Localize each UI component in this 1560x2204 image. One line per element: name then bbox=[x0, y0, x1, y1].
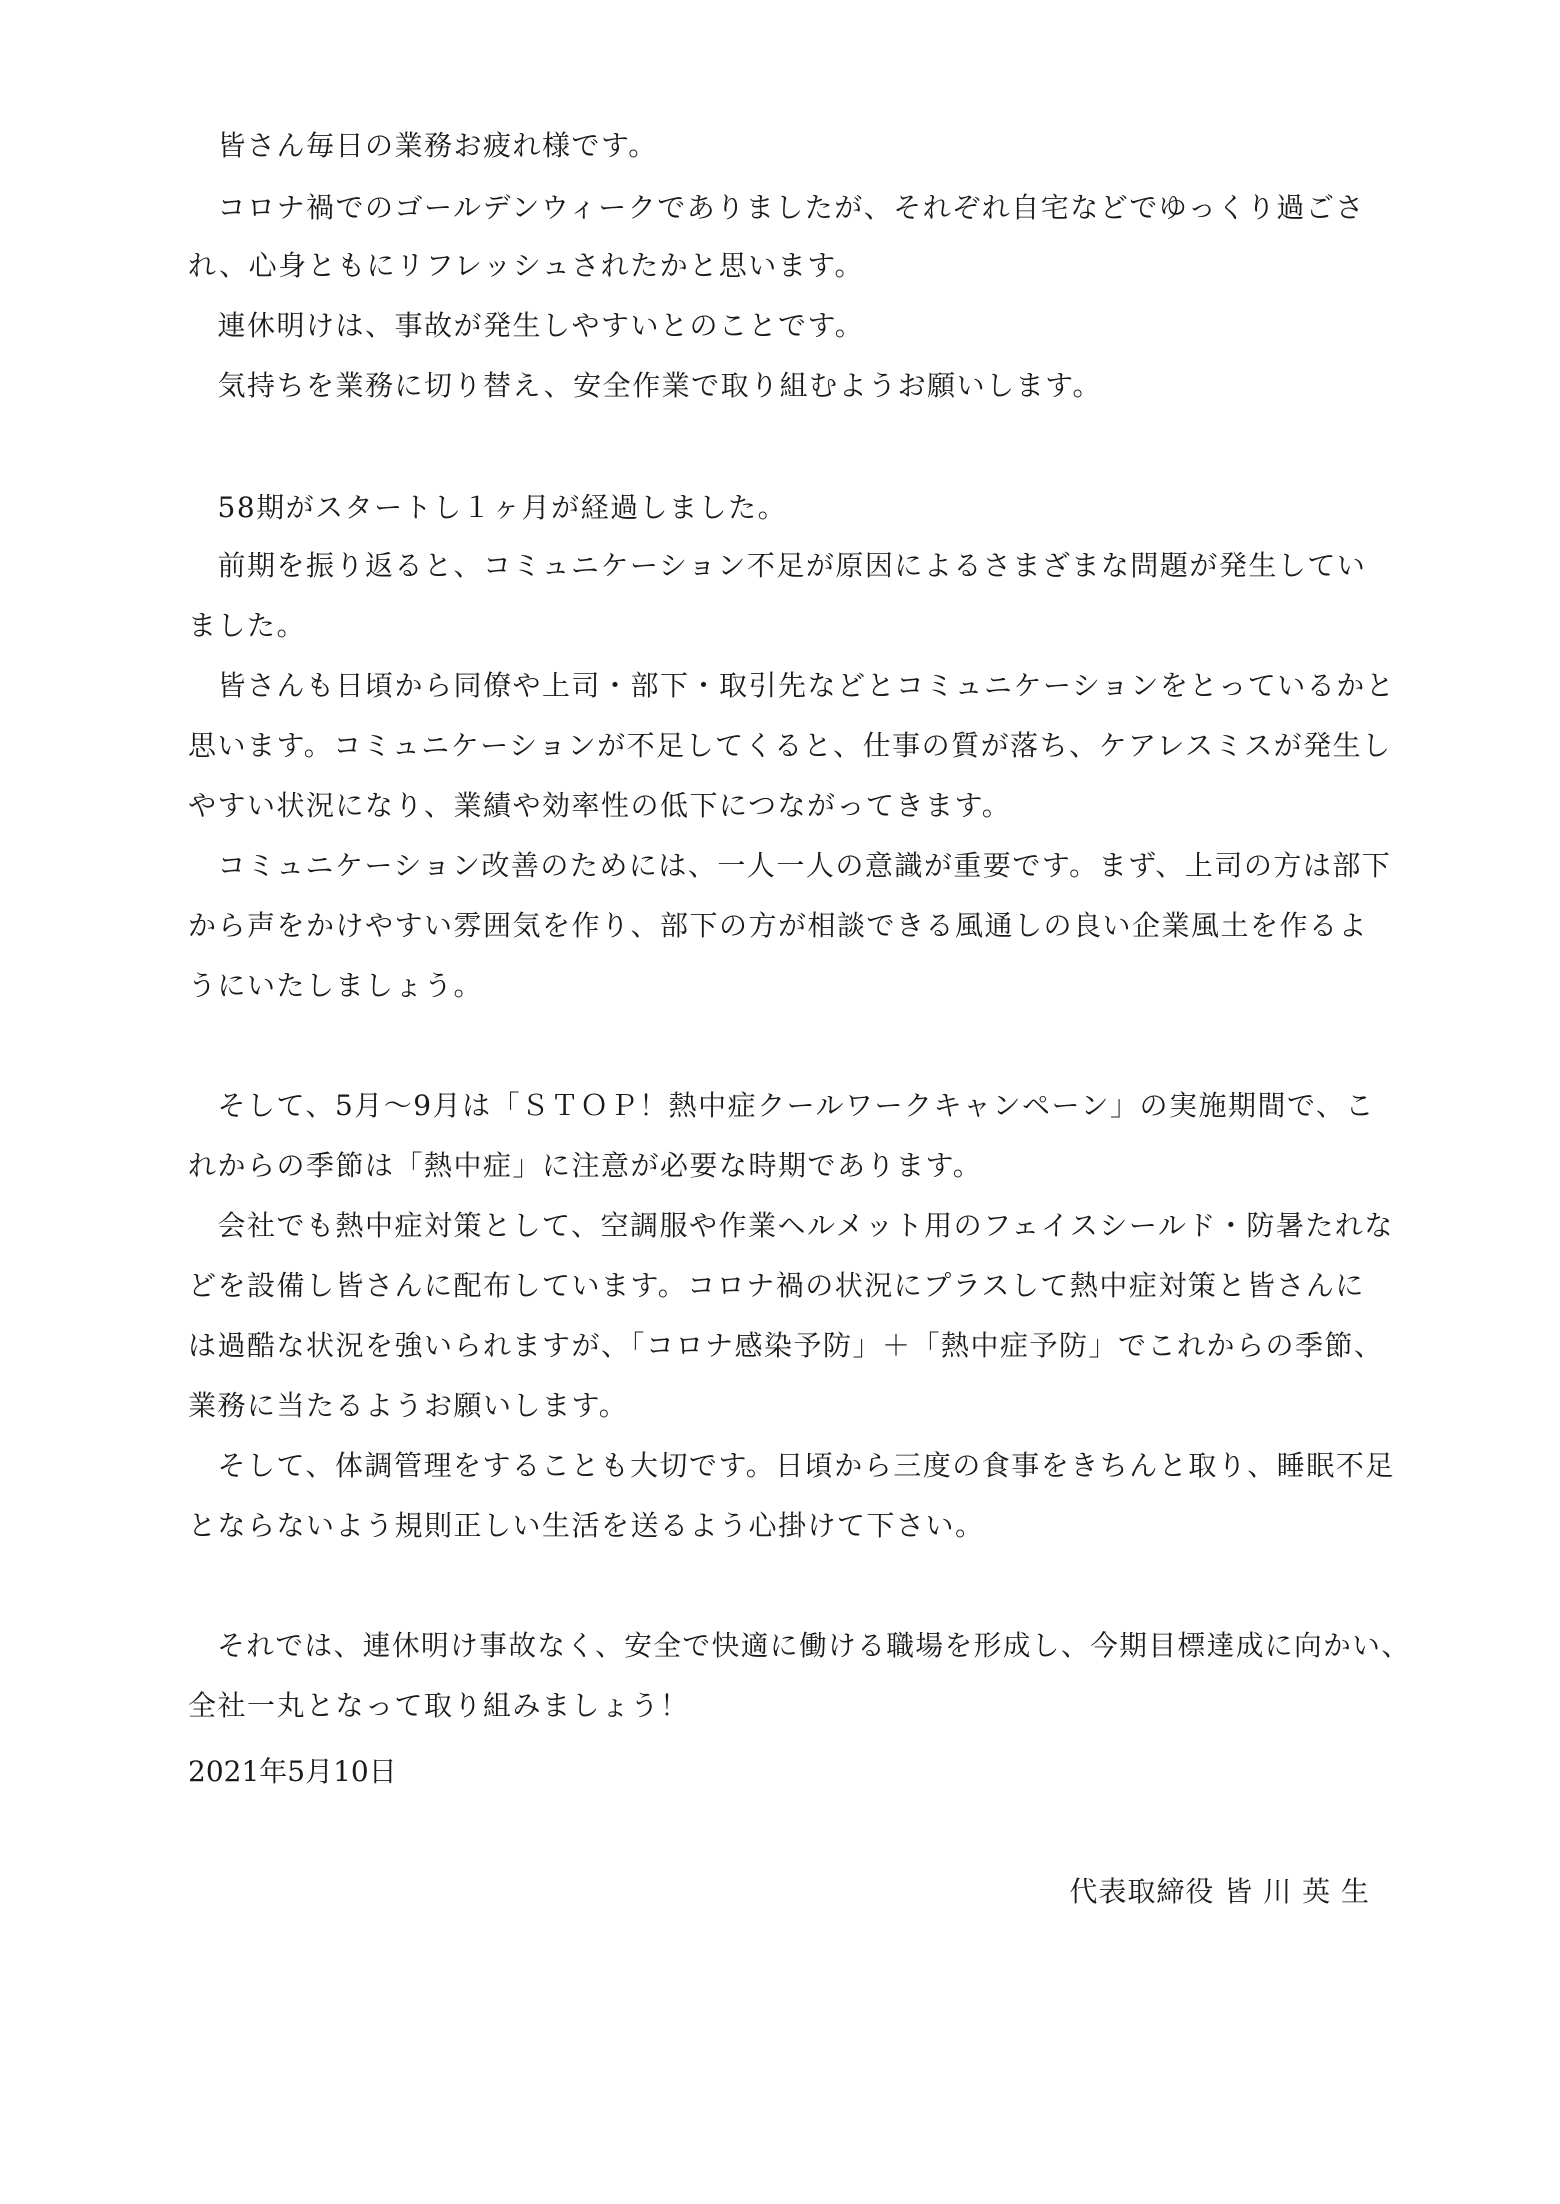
letter-line-5: 気持ちを業務に切り替え、安全作業で取り組むようお願いします。 bbox=[188, 369, 1102, 402]
letter-line-23: それでは、連休明け事故なく、安全で快適に働ける職場を形成し、今期目標達成に向かい、 bbox=[188, 1629, 1411, 1662]
letter-signature: 代表取締役 皆 川 英 生 bbox=[1069, 1875, 1370, 1908]
letter-line-1: 皆さん毎日の業務お疲れ様です。 bbox=[188, 129, 658, 162]
letter-line-17: 会社でも熱中症対策として、空調服や作業ヘルメット用のフェイスシールド・防暑たれな bbox=[188, 1209, 1394, 1242]
letter-line-18: どを設備し皆さんに配布しています。コロナ禍の状況にプラスして熱中症対策と皆さんに bbox=[188, 1269, 1365, 1302]
letter-line-12: コミュニケーション改善のためには、一人一人の意識が重要です。まず、上司の方は部下 bbox=[188, 849, 1392, 882]
letter-line-16: れからの季節は「熱中症」に注意が必要な時期であります。 bbox=[188, 1149, 983, 1182]
letter-line-24: 全社一丸となって取り組みましょう！ bbox=[188, 1689, 690, 1722]
letter-line-3: れ、心身ともにリフレッシュされたかと思います。 bbox=[188, 249, 864, 282]
letter-line-11: やすい状況になり、業績や効率性の低下につながってきます。 bbox=[188, 789, 1012, 822]
letter-line-20: 業務に当たるようお願いします。 bbox=[188, 1389, 629, 1422]
letter-line-8: ました。 bbox=[188, 609, 307, 642]
letter-line-10: 思います。コミュニケーションが不足してくると、仕事の質が落ち、ケアレスミスが発生し bbox=[188, 729, 1392, 762]
letter-line-15: そして、5月～9月は「ＳＴＯＰ！熱中症クールワークキャンペーン」の実施期間で、こ bbox=[188, 1089, 1375, 1122]
letter-line-6: 58期がスタートし１ヶ月が経過しました。 bbox=[188, 491, 788, 524]
letter-line-2: コロナ禍でのゴールデンウィークでありましたが、それぞれ自宅などでゆっくり過ごさ bbox=[188, 191, 1365, 224]
letter-line-19: は過酷な状況を強いられますが、「コロナ感染予防」＋「熱中症予防」でこれからの季節、 bbox=[188, 1329, 1384, 1362]
letter-date: 2021年5月10日 bbox=[188, 1755, 397, 1788]
letter-line-14: うにいたしましょう。 bbox=[188, 969, 484, 1002]
letter-line-22: とならないよう規則正しい生活を送るよう心掛けて下さい。 bbox=[188, 1509, 985, 1542]
letter-line-21: そして、体調管理をすることも大切です。日頃から三度の食事をきちんと取り、睡眠不足 bbox=[188, 1449, 1395, 1482]
letter-line-7: 前期を振り返ると、コミュニケーション不足が原因によるさまざまな問題が発生してい bbox=[188, 549, 1367, 582]
letter-line-9: 皆さんも日頃から同僚や上司・部下・取引先などとコミュニケーションをとっているかと bbox=[188, 669, 1396, 702]
letter-line-13: から声をかけやすい雰囲気を作り、部下の方が相談できる風通しの良い企業風土を作るよ bbox=[188, 909, 1369, 942]
letter-line-4: 連休明けは、事故が発生しやすいとのことです。 bbox=[188, 309, 865, 342]
